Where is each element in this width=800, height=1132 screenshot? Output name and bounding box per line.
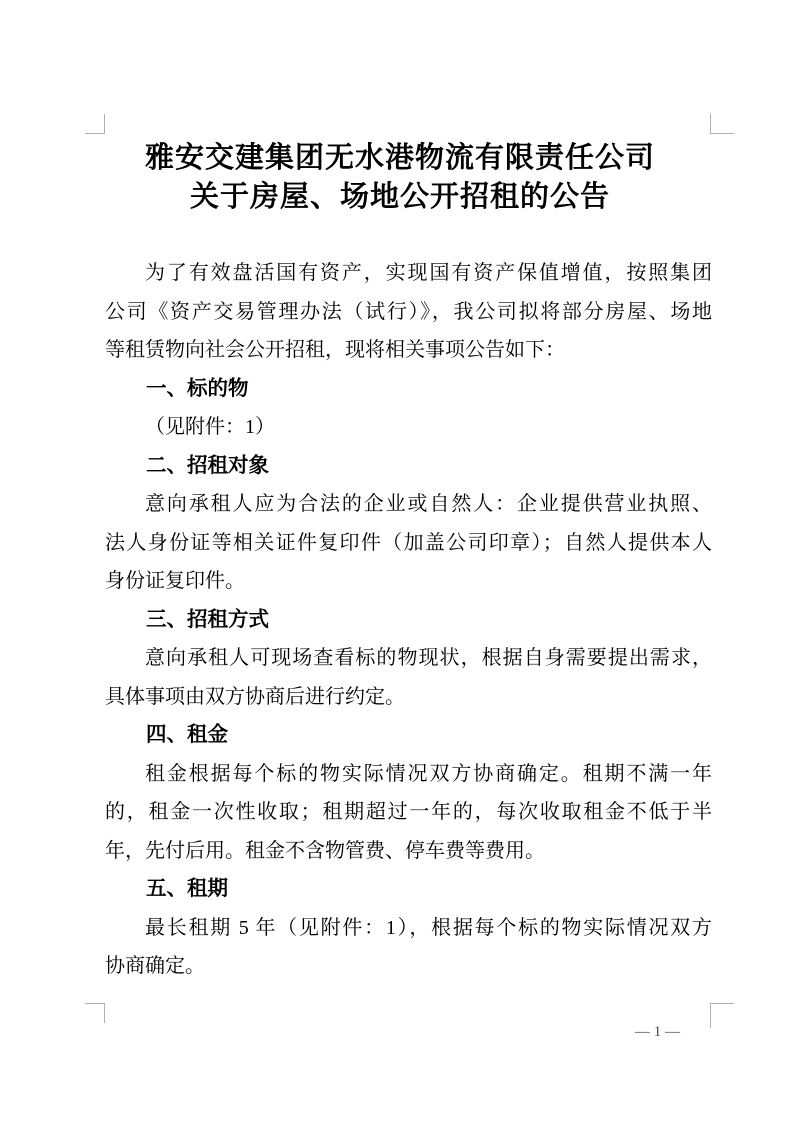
section-4-body-line-3: 年，先付后用。租金不含物管费、停车费等费用。 [105, 839, 545, 862]
section-2-body-line-2: 法人身份证等相关证件复印件（加盖公司印章）；自然人提供本人 [105, 531, 712, 554]
section-4-body-line-2: 的，租金一次性收取；租期超过一年的，每次收取租金不低于半 [105, 801, 712, 823]
section-2-body-line-3: 身份证复印件。 [105, 570, 245, 592]
intro-paragraph-line-3: 等租赁物向社会公开招租，现将相关事项公告如下： [105, 339, 565, 361]
section-1-heading: 一、标的物 [146, 376, 249, 400]
document-title-line-2: 关于房屋、场地公开招租的公告 [189, 181, 610, 213]
page-number: — 1 — [635, 1024, 680, 1040]
section-4-body-line-1: 租金根据每个标的物实际情况双方协商确定。租期不满一年 [145, 762, 712, 785]
section-5-body-line-2: 协商确定。 [105, 955, 205, 977]
section-1-body-line-1: （见附件：1） [145, 416, 275, 438]
intro-paragraph-line-1: 为了有效盘活国有资产，实现国有资产保值增值，按照集团 [145, 262, 712, 284]
document-title [0, 139, 800, 217]
document-title-line-1: 雅安交建集团无水港物流有限责任公司 [144, 142, 655, 174]
margin-crop-mark-top-right [710, 114, 734, 134]
document-body [105, 254, 712, 986]
section-5-body-line-1: 最长租期 5 年（见附件：1），根据每个标的物实际情况双方 [145, 916, 712, 939]
intro-paragraph-line-2: 公司《资产交易管理办法（试行）》，我公司拟将部分房屋、场地 [105, 300, 712, 323]
margin-crop-mark-bottom-left [85, 1003, 105, 1023]
section-2-heading: 二、招租对象 [146, 453, 269, 477]
section-3-body-line-2: 具体事项由双方协商后进行约定。 [105, 685, 405, 708]
margin-crop-mark-top-left [85, 114, 105, 134]
section-5-heading: 五、租期 [146, 877, 228, 900]
section-3-heading: 三、招租方式 [146, 607, 269, 631]
section-3-body-line-1: 意向承租人可现场查看标的物现状，根据自身需要提出需求， [145, 647, 712, 669]
section-2-body-line-1: 意向承租人应为合法的企业或自然人：企业提供营业执照、 [145, 493, 712, 515]
section-4-heading: 四、租金 [146, 723, 228, 746]
